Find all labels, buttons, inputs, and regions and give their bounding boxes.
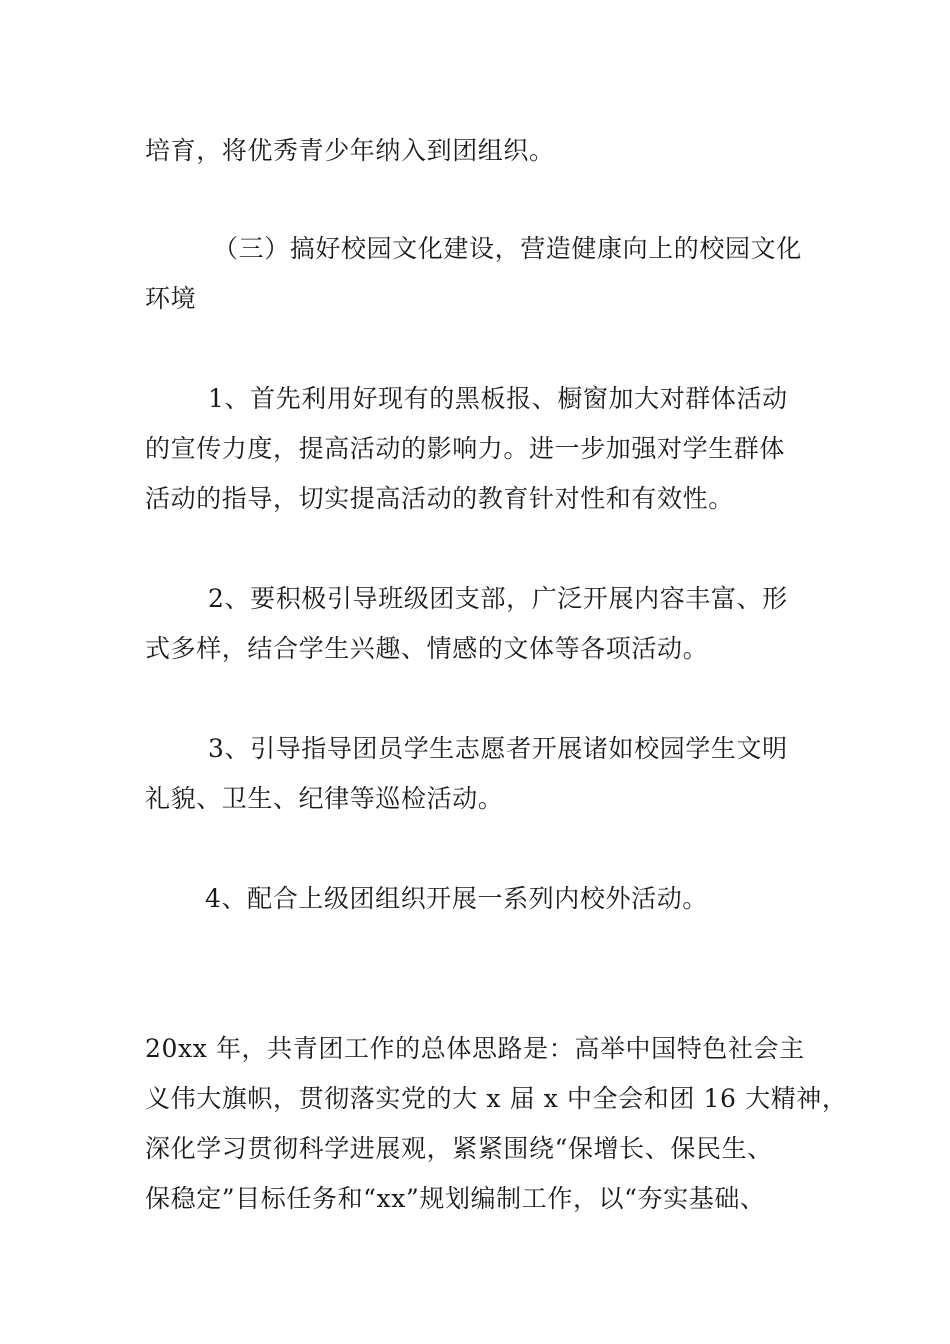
text-line: 1、首先利用好现有的黑板报、橱窗加大对群体活动 xyxy=(208,384,788,413)
text-line: 义伟大旗帜，贯彻落实党的大 x 届 x 中全会和团 16 大精神， xyxy=(145,1084,848,1113)
section-heading: （三）搞好校园文化建设，营造健康向上的校园文化 xyxy=(213,234,802,263)
section-heading-continued: 环境 xyxy=(145,284,197,313)
text-line: 2、要积极引导班级团支部，广泛开展内容丰富、形 xyxy=(208,584,788,613)
text-line: 培育，将优秀青少年纳入到团组织。 xyxy=(145,136,555,165)
text-line: 4、配合上级团组织开展一系列内校外活动。 xyxy=(205,884,708,913)
text-line: 的宣传力度，提高活动的影响力。进一步加强对学生群体 xyxy=(145,434,786,463)
text-line: 式多样，结合学生兴趣、情感的文体等各项活动。 xyxy=(145,634,709,663)
text-line: 3、引导指导团员学生志愿者开展诸如校园学生文明 xyxy=(208,734,788,763)
text-line: 活动的指导，切实提高活动的教育针对性和有效性。 xyxy=(145,484,734,513)
text-line: 保稳定”目标任务和“xx”规划编制工作，以“夯实基础、 xyxy=(145,1184,766,1213)
text-line: 礼貌、卫生、纪律等巡检活动。 xyxy=(145,784,504,813)
text-line: 20xx 年，共青团工作的总体思路是：高举中国特色社会主 xyxy=(145,1034,805,1063)
text-line: 深化学习贯彻科学进展观，紧紧围绕“保增长、保民生、 xyxy=(145,1134,773,1163)
